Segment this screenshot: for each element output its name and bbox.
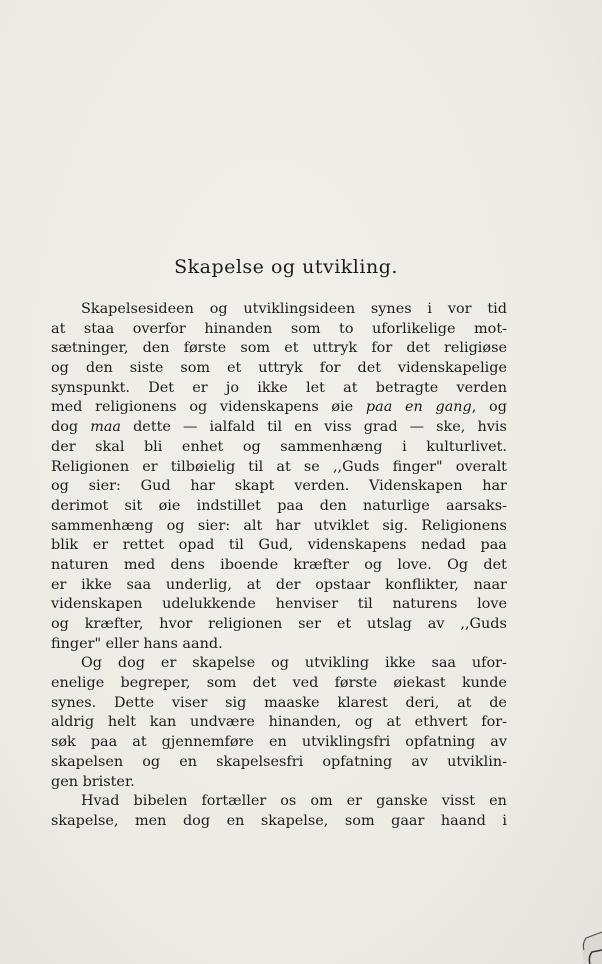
text-line: der skal bli enhet og sammenhæng i kulturlivet. (51, 438, 507, 455)
text-line: naturen med dens iboende kræfter og love. Og det (51, 556, 507, 573)
text-line: Og dog er skapelse og utvikling ikke saa ufor- (81, 655, 507, 672)
text-line: gen brister. (51, 773, 135, 790)
text-line: derimot sit øie indstillet paa den naturlige aarsaks- (51, 497, 507, 514)
text-line: sætninger, den første som et uttryk for det religiøse (51, 340, 507, 357)
text-line: Hvad bibelen fortæller os om er ganske visst en (81, 793, 507, 810)
text-line: enelige begreper, som det ved første øiekast kunde (51, 675, 507, 692)
text-line: dog maa dette — ialfald til en viss grad — ske, hvis (51, 419, 507, 436)
text-line: skapelse, men dog en skapelse, som gaar haand i (51, 812, 507, 829)
text-line: blik er rettet opad til Gud, videnskapens nedad paa (51, 537, 507, 554)
text-line: aldrig helt kan undvære hinanden, og at ethvert for- (51, 714, 507, 731)
text-line: at staa overfor hinanden som to uforlikelige mot- (51, 320, 507, 337)
text-line: med religionens og videnskapens øie paa en gang, og (51, 399, 507, 416)
text-line: Religionen er tilbøielig til at se ,,Guds finger" overalt (51, 458, 507, 475)
text-line: er ikke saa underlig, at der opstaar konflikter, naar (51, 576, 507, 593)
text-line: søk paa at gjennemføre en utviklingsfri opfatning av (51, 734, 507, 751)
text-line: synes. Dette viser sig maaske klarest deri, at de (51, 694, 507, 711)
text-line: synspunkt. Det er jo ikke let at betragte verden (51, 379, 507, 396)
body-text (51, 300, 507, 832)
text-line: finger" eller hans aand. (51, 635, 223, 652)
text-line: sammenhæng og sier: alt har utviklet sig. Religionens (51, 517, 507, 534)
page-corner-curl (572, 924, 602, 964)
text-line: Skapelsesideen og utviklingsideen synes i vor tid (81, 301, 507, 317)
text-line: skapelsen og en skapelsesfri opfatning av utviklin- (51, 753, 507, 770)
text-line: videnskapen udelukkende henviser til naturens love (51, 596, 507, 613)
chapter-title: Skapelse og utvikling. (174, 256, 398, 278)
text-line: og den siste som et uttryk for det videnskapelige (51, 360, 507, 377)
text-line: og sier: Gud har skapt verden. Videnskapen har (51, 478, 507, 495)
text-line: og kræfter, hvor religionen ser et utslag av ,,Guds (51, 616, 507, 632)
